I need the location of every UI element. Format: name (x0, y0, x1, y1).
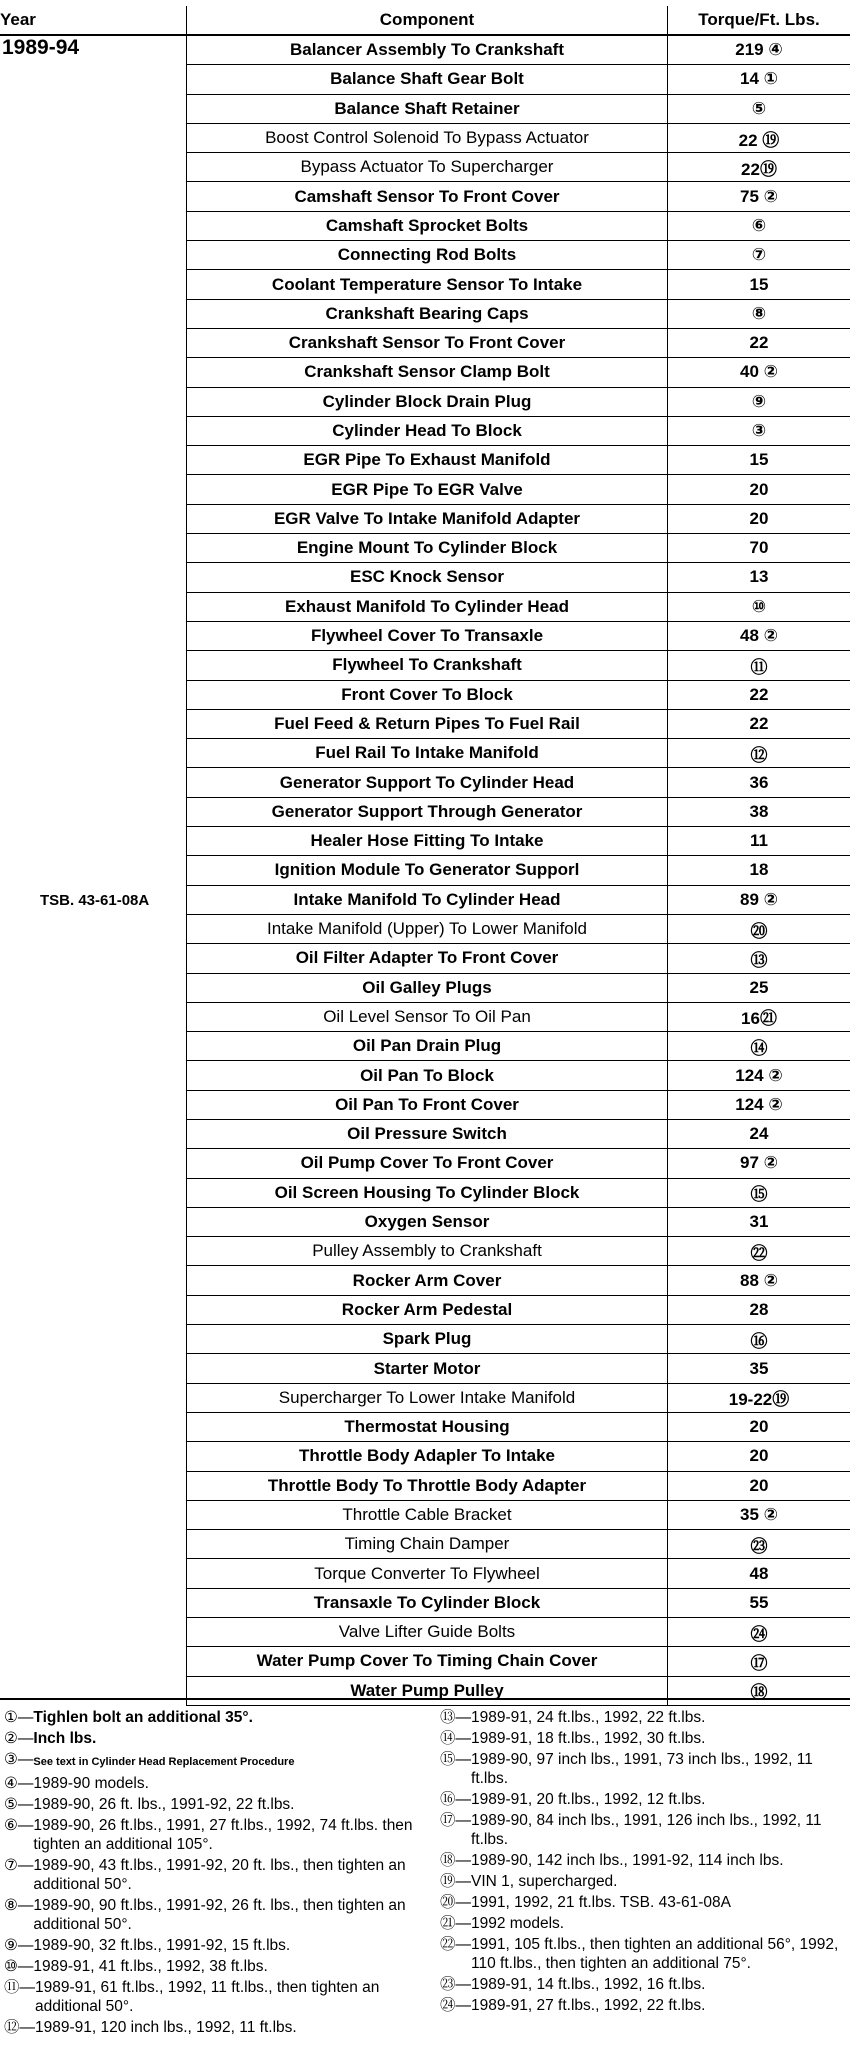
torque-cell: ⑦ (668, 241, 851, 270)
footnote (4, 1708, 434, 1727)
footnote (4, 1936, 434, 1955)
torque-cell: ⑤ (668, 94, 851, 123)
component-cell: Flywheel Cover To Transaxle (187, 621, 668, 650)
torque-cell: 35 (668, 1354, 851, 1383)
torque-cell: 38 (668, 797, 851, 826)
spec-table-body (0, 35, 850, 1705)
footnote (440, 1750, 850, 1788)
footnote-marker: ⑲ (440, 1873, 456, 1890)
footnote-text: 1989-91, 27 ft.lbs., 1992, 22 ft.lbs. (471, 1997, 706, 2014)
footnote-dash: — (455, 1915, 472, 1932)
year-cell (0, 35, 187, 1705)
component-cell: Throttle Cable Bracket (187, 1500, 668, 1529)
footnote (440, 1708, 850, 1727)
torque-cell: ⑬ (668, 944, 851, 973)
component-cell: Fuel Rail To Intake Manifold (187, 739, 668, 768)
footnote-dash: — (17, 1958, 34, 1975)
torque-cell: ⑪ (668, 651, 851, 680)
component-cell: Oil Level Sensor To Oil Pan (187, 1002, 668, 1031)
torque-cell: ⑨ (668, 387, 851, 416)
torque-cell: 70 (668, 534, 851, 563)
year-range: 1989-94 (2, 36, 80, 59)
torque-cell: ⑱ (668, 1676, 851, 1705)
tsb-reference: TSB. 43-61-08A (40, 892, 150, 909)
component-cell: EGR Valve To Intake Manifold Adapter (187, 504, 668, 533)
component-cell: EGR Pipe To EGR Valve (187, 475, 668, 504)
component-cell: Balancer Assembly To Crankshaft (187, 35, 668, 65)
footnote-marker: ⑱ (440, 1852, 456, 1869)
torque-cell: ⑧ (668, 299, 851, 328)
component-cell: Cylinder Head To Block (187, 416, 668, 445)
torque-cell: 75 ② (668, 182, 851, 211)
footnote-text: 1991, 1992, 21 ft.lbs. TSB. 43-61-08A (471, 1894, 731, 1911)
footnote-marker: ⑪ (4, 1979, 20, 1996)
footnote (4, 1750, 434, 1772)
footnote-text: 1991, 105 ft.lbs., then tighten an additional 56°, 1992, 110 ft.lbs., then tighten an additional 75°. (471, 1936, 839, 1972)
component-cell: Intake Manifold To Cylinder Head (187, 885, 668, 914)
footnote-dash: — (17, 1937, 34, 1954)
footnote-dash: — (455, 1976, 472, 1993)
footnote-marker: ㉓ (440, 1976, 456, 1993)
footnote-dash: — (455, 1812, 472, 1829)
component-cell: Oil Pan To Block (187, 1061, 668, 1090)
component-cell: Oil Pan Drain Plug (187, 1032, 668, 1061)
component-cell: Camshaft Sensor To Front Cover (187, 182, 668, 211)
torque-cell: 11 (668, 827, 851, 856)
footnote-text: 1989-91, 24 ft.lbs., 1992, 22 ft.lbs. (471, 1709, 706, 1726)
footnote (4, 1795, 434, 1814)
footnote-text: 1989-90, 97 inch lbs., 1991, 73 inch lbs., 1992, 11 ft.lbs. (471, 1751, 813, 1787)
footnote-marker: ⑳ (440, 1894, 456, 1911)
torque-cell: ⑩ (668, 592, 851, 621)
component-cell: Oil Screen Housing To Cylinder Block (187, 1178, 668, 1207)
torque-cell: 35 ② (668, 1500, 851, 1529)
component-cell: Oxygen Sensor (187, 1207, 668, 1236)
torque-cell: 19-22⑲ (668, 1383, 851, 1412)
footnote-marker: ⑨ (4, 1937, 18, 1954)
torque-cell: 22 (668, 680, 851, 709)
footnote-dash: — (17, 1817, 34, 1834)
component-cell: Oil Pan To Front Cover (187, 1090, 668, 1119)
component-cell: Connecting Rod Bolts (187, 241, 668, 270)
footnote-marker: ㉑ (440, 1915, 456, 1932)
footnote (4, 1896, 434, 1934)
footnote-dash: — (17, 1796, 34, 1813)
footnote-text: 1989-91, 41 ft.lbs., 1992, 38 ft.lbs. (33, 1958, 268, 1975)
year-spacer (0, 60, 186, 892)
footnote-marker: ⑭ (440, 1730, 456, 1747)
footnote-marker: ⑩ (4, 1958, 18, 1975)
footnote-dash: — (455, 1791, 472, 1808)
footnote-text: 1989-90, 142 inch lbs., 1991-92, 114 inch lbs. (471, 1852, 784, 1869)
footnote-dash: — (455, 1997, 472, 2014)
footnote (440, 1935, 850, 1973)
footnotes-section (0, 1698, 850, 2036)
footnote (440, 1851, 850, 1870)
footnote-text: See text in Cylinder Head Replacement Procedure (33, 1756, 295, 1768)
component-cell: Oil Filter Adapter To Front Cover (187, 944, 668, 973)
component-cell: Generator Support To Cylinder Head (187, 768, 668, 797)
footnote-dash: — (17, 1730, 34, 1747)
component-cell: Starter Motor (187, 1354, 668, 1383)
footnote-dash: — (455, 1709, 472, 1726)
footnote-dash: — (455, 1751, 472, 1768)
component-cell: Oil Pressure Switch (187, 1119, 668, 1148)
footnote-marker: ⑥ (4, 1817, 18, 1834)
torque-cell: 20 (668, 1412, 851, 1441)
footnote-text: 1989-91, 120 inch lbs., 1992, 11 ft.lbs. (35, 2019, 297, 2036)
year-header: Year (0, 6, 187, 35)
torque-cell: ⑫ (668, 739, 851, 768)
footnote-marker: ② (4, 1730, 18, 1747)
component-cell: Torque Converter To Flywheel (187, 1559, 668, 1588)
component-cell: Pulley Assembly to Crankshaft (187, 1237, 668, 1266)
footnote-dash: — (17, 1897, 34, 1914)
footnote-marker: ㉒ (440, 1936, 456, 1953)
footnote-text: 1989-91, 20 ft.lbs., 1992, 12 ft.lbs. (471, 1791, 706, 1808)
torque-cell: 124 ② (668, 1061, 851, 1090)
footnote-marker: ⑫ (4, 2019, 20, 2036)
component-cell: EGR Pipe To Exhaust Manifold (187, 446, 668, 475)
component-cell: Oil Galley Plugs (187, 973, 668, 1002)
torque-cell: ⑰ (668, 1647, 851, 1676)
torque-header: Torque/Ft. Lbs. (668, 6, 851, 35)
footnote-marker: ⑰ (440, 1812, 456, 1829)
component-cell: Crankshaft Sensor Clamp Bolt (187, 358, 668, 387)
footnote-marker: ㉔ (440, 1997, 456, 2014)
footnote-marker: ⑧ (4, 1897, 18, 1914)
component-cell: Crankshaft Bearing Caps (187, 299, 668, 328)
component-cell: Balance Shaft Gear Bolt (187, 65, 668, 94)
component-cell: Engine Mount To Cylinder Block (187, 534, 668, 563)
footnote (4, 1856, 434, 1894)
footnote-dash: — (455, 1852, 472, 1869)
component-cell: Healer Hose Fitting To Intake (187, 827, 668, 856)
footnote-text: 1989-90, 26 ft. lbs., 1991-92, 22 ft.lbs. (33, 1796, 295, 1813)
component-cell: Rocker Arm Cover (187, 1266, 668, 1295)
torque-cell: 22 ⑲ (668, 123, 851, 152)
footnote-marker: ③ (4, 1751, 18, 1768)
component-cell: Ignition Module To Generator Supporl (187, 856, 668, 885)
footnote-text: Tighlen bolt an additional 35°. (33, 1709, 253, 1726)
footnote-marker: ④ (4, 1775, 18, 1792)
torque-cell: 97 ② (668, 1149, 851, 1178)
footnote (440, 1914, 850, 1933)
footnote-marker: ⑯ (440, 1791, 456, 1808)
torque-cell: ⑮ (668, 1178, 851, 1207)
component-cell: Intake Manifold (Upper) To Lower Manifold (187, 914, 668, 943)
component-header: Component (187, 6, 668, 35)
footnotes-left-column (4, 1708, 434, 2039)
footnote (440, 1975, 850, 1994)
component-cell: Coolant Temperature Sensor To Intake (187, 270, 668, 299)
component-cell: Valve Lifter Guide Bolts (187, 1618, 668, 1647)
footnote-text: 1989-90, 32 ft.lbs., 1991-92, 15 ft.lbs. (33, 1937, 291, 1954)
footnote (440, 1811, 850, 1849)
component-cell: ESC Knock Sensor (187, 563, 668, 592)
footnote-dash: — (17, 1751, 34, 1768)
table-header-row (0, 6, 850, 35)
footnote-text: VIN 1, supercharged. (471, 1873, 618, 1890)
component-cell: Crankshaft Sensor To Front Cover (187, 328, 668, 357)
component-cell: Balance Shaft Retainer (187, 94, 668, 123)
component-cell: Thermostat Housing (187, 1412, 668, 1441)
footnote-dash: — (17, 1775, 34, 1792)
component-cell: Timing Chain Damper (187, 1530, 668, 1559)
torque-cell: 48 ② (668, 621, 851, 650)
footnote (4, 1816, 434, 1854)
footnote-dash: — (455, 1894, 472, 1911)
torque-cell: 31 (668, 1207, 851, 1236)
footnote (440, 1893, 850, 1912)
component-cell: Flywheel To Crankshaft (187, 651, 668, 680)
footnote-marker: ⑬ (440, 1709, 456, 1726)
footnote-text: 1989-90, 43 ft.lbs., 1991-92, 20 ft. lbs., then tighten an additional 50°. (33, 1857, 406, 1893)
torque-cell: 124 ② (668, 1090, 851, 1119)
component-cell: Front Cover To Block (187, 680, 668, 709)
torque-cell: 219 ④ (668, 35, 851, 65)
component-cell: Water Pump Pulley (187, 1676, 668, 1705)
torque-cell: 24 (668, 1119, 851, 1148)
footnote-text: 1989-90, 84 inch lbs., 1991, 126 inch lbs., 1992, 11 ft.lbs. (471, 1812, 822, 1848)
component-cell: Transaxle To Cylinder Block (187, 1588, 668, 1617)
footnote (440, 1729, 850, 1748)
footnote-dash: — (17, 1857, 34, 1874)
component-cell: Cylinder Block Drain Plug (187, 387, 668, 416)
footnote-text: 1989-90 models. (33, 1775, 149, 1792)
footnote-marker: ⑦ (4, 1857, 18, 1874)
torque-cell: 16㉑ (668, 1002, 851, 1031)
torque-cell: 20 (668, 504, 851, 533)
torque-cell: 48 (668, 1559, 851, 1588)
torque-cell: 13 (668, 563, 851, 592)
torque-cell: 18 (668, 856, 851, 885)
footnote-text: 1989-91, 18 ft.lbs., 1992, 30 ft.lbs. (471, 1730, 706, 1747)
footnote-text: 1989-91, 14 ft.lbs., 1992, 16 ft.lbs. (471, 1976, 706, 1993)
footnote-text: 1989-91, 61 ft.lbs., 1992, 11 ft.lbs., then tighten an additional 50°. (35, 1979, 380, 2015)
torque-cell: ⑯ (668, 1325, 851, 1354)
component-cell: Oil Pump Cover To Front Cover (187, 1149, 668, 1178)
footnote (440, 1996, 850, 2015)
torque-spec-table (0, 6, 850, 1706)
torque-cell: ㉓ (668, 1530, 851, 1559)
component-cell: Boost Control Solenoid To Bypass Actuator (187, 123, 668, 152)
torque-cell: 22⑲ (668, 153, 851, 182)
torque-cell: 20 (668, 1442, 851, 1471)
component-cell: Camshaft Sprocket Bolts (187, 211, 668, 240)
component-cell: Throttle Body To Throttle Body Adapter (187, 1471, 668, 1500)
footnote-marker: ⑤ (4, 1796, 18, 1813)
footnote (4, 2018, 434, 2037)
torque-cell: 88 ② (668, 1266, 851, 1295)
component-cell: Rocker Arm Pedestal (187, 1295, 668, 1324)
footnote-dash: — (455, 1873, 472, 1890)
component-cell: Spark Plug (187, 1325, 668, 1354)
footnote-text: 1992 models. (471, 1915, 565, 1932)
torque-cell: 14 ① (668, 65, 851, 94)
footnote (440, 1790, 850, 1809)
footnote (4, 1774, 434, 1793)
torque-cell: 20 (668, 475, 851, 504)
footnote-dash: — (17, 1709, 34, 1726)
torque-cell: 20 (668, 1471, 851, 1500)
component-cell: Throttle Body Adapler To Intake (187, 1442, 668, 1471)
torque-cell: 25 (668, 973, 851, 1002)
footnote-text: Inch lbs. (33, 1730, 97, 1747)
torque-cell: 22 (668, 328, 851, 357)
footnote (440, 1872, 850, 1891)
torque-cell: 15 (668, 270, 851, 299)
footnote (4, 1978, 434, 2016)
torque-cell: 40 ② (668, 358, 851, 387)
component-cell: Exhaust Manifold To Cylinder Head (187, 592, 668, 621)
torque-cell: ⑥ (668, 211, 851, 240)
component-cell: Bypass Actuator To Supercharger (187, 153, 668, 182)
footnote-text: 1989-90, 26 ft.lbs., 1991, 27 ft.lbs., 1992, 74 ft.lbs. then tighten an additional 105°. (33, 1817, 413, 1853)
footnote-marker: ⑮ (440, 1751, 456, 1768)
footnote (4, 1957, 434, 1976)
torque-cell: 15 (668, 446, 851, 475)
torque-cell: 55 (668, 1588, 851, 1617)
torque-cell: ⑭ (668, 1032, 851, 1061)
component-cell: Water Pump Cover To Timing Chain Cover (187, 1647, 668, 1676)
footnote-marker: ① (4, 1709, 18, 1726)
footnote-dash: — (455, 1936, 472, 1953)
torque-cell: 28 (668, 1295, 851, 1324)
footnotes-right-column (440, 1708, 850, 2017)
torque-cell: 22 (668, 709, 851, 738)
torque-cell: 36 (668, 768, 851, 797)
footnote (4, 1729, 434, 1748)
torque-cell: 89 ② (668, 885, 851, 914)
footnote-dash: — (19, 1979, 36, 1996)
table-row (0, 35, 850, 65)
component-cell: Fuel Feed & Return Pipes To Fuel Rail (187, 709, 668, 738)
component-cell: Generator Support Through Generator (187, 797, 668, 826)
torque-cell: ㉔ (668, 1618, 851, 1647)
footnote-text: 1989-90, 90 ft.lbs., 1991-92, 26 ft. lbs., then tighten an additional 50°. (33, 1897, 406, 1933)
torque-cell: ③ (668, 416, 851, 445)
torque-cell: ㉒ (668, 1237, 851, 1266)
footnote-dash: — (455, 1730, 472, 1747)
footnote-dash: — (19, 2019, 36, 2036)
torque-cell: ⑳ (668, 914, 851, 943)
component-cell: Supercharger To Lower Intake Manifold (187, 1383, 668, 1412)
